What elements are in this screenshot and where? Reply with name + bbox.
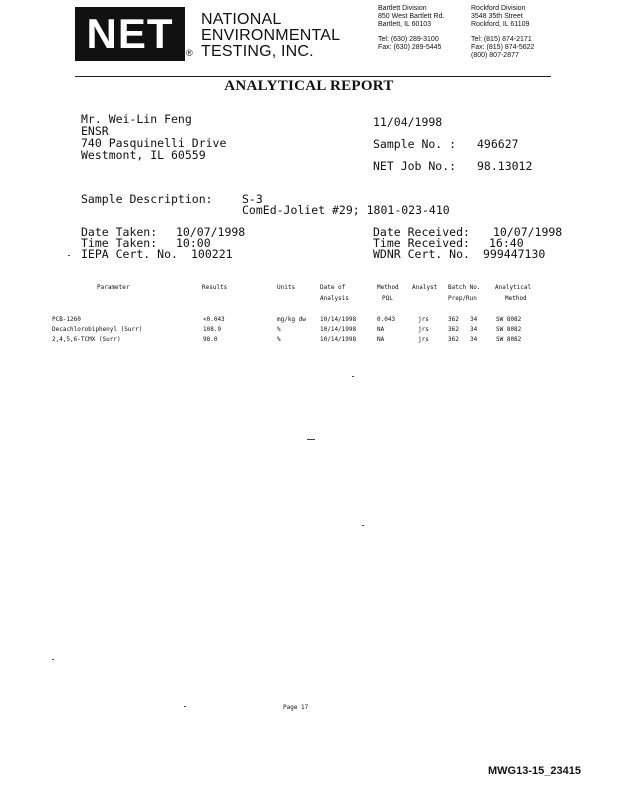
time-taken-label: Time Taken: <box>81 236 158 250</box>
bartlett-division <box>378 5 444 52</box>
scan-speck <box>52 659 54 660</box>
cell-results: <0.043 <box>203 316 225 323</box>
bartlett-fax: Fax: (630) 289-5445 <box>378 44 442 51</box>
date-received-label: Date Received: <box>373 225 470 239</box>
sample-no-value: 496627 <box>477 137 519 151</box>
cell-method: SW 8082 <box>496 336 522 343</box>
cell-analyst: jrs <box>418 316 429 323</box>
registered-mark: ® <box>186 48 193 58</box>
rockford-toll: (800) 807-2877 <box>471 52 519 59</box>
header-divider <box>75 76 551 77</box>
cell-results: 108.9 <box>203 326 222 333</box>
table-row <box>0 335 618 345</box>
rockford-division <box>471 5 534 60</box>
cell-method: SW 8082 <box>496 316 522 323</box>
col-header-date-of: Date of <box>320 284 346 291</box>
scan-speck <box>184 706 186 707</box>
scan-speck <box>68 255 70 256</box>
col-header-method: Method <box>377 284 399 291</box>
company-name-line3: TESTING, INC. <box>201 43 314 60</box>
rockford-name: Rockford Division <box>471 5 526 12</box>
rockford-fax: Fax: (815) 874-5622 <box>471 44 535 51</box>
scan-speck <box>307 439 315 440</box>
scan-speck <box>362 525 364 526</box>
table-row <box>0 315 618 325</box>
cell-parameter: PCB-1260 <box>52 316 81 323</box>
cell-units: % <box>277 326 281 333</box>
col-header-analysis: Analysis <box>320 295 349 302</box>
cell-results: 98.0 <box>203 336 218 343</box>
cell-run: 34 <box>470 336 478 343</box>
cell-prep: 362 <box>448 316 459 323</box>
col-header-units: Units <box>277 284 296 291</box>
sample-description-line2: ComEd-Joliet #29; 1801-023-410 <box>242 203 450 217</box>
cell-run: 34 <box>470 326 478 333</box>
time-received-label: Time Received: <box>373 236 470 250</box>
cell-method: SW 8082 <box>496 326 522 333</box>
col-header-parameter: Parameter <box>97 284 130 291</box>
bartlett-address1: 850 West Bartlett Rd. <box>378 13 445 20</box>
cell-units: % <box>277 336 281 343</box>
rockford-tel: Tel: (815) 874-2171 <box>471 36 532 43</box>
col-header-analytical: Analytical <box>495 284 532 291</box>
cell-analyst: jrs <box>418 336 429 343</box>
client-company: ENSR <box>81 124 109 138</box>
cell-prep: 362 <box>448 326 459 333</box>
cell-pql: NA <box>377 336 385 343</box>
cell-parameter: 2,4,5,6-TCMX (Surr) <box>52 336 121 343</box>
scan-speck <box>352 376 354 377</box>
cell-date: 10/14/1998 <box>320 316 357 323</box>
job-no-value: 98.13012 <box>477 159 533 173</box>
report-date: 11/04/1998 <box>373 115 443 129</box>
time-received-value: 16:40 <box>489 236 524 250</box>
cell-prep: 362 <box>448 336 459 343</box>
bartlett-address2: Bartlett, IL 60103 <box>378 21 432 28</box>
job-no-label: NET Job No.: <box>373 159 457 173</box>
cell-date: 10/14/1998 <box>320 326 357 333</box>
col-header-analytical-method: Method <box>505 295 527 302</box>
page-number: Page 17 <box>283 704 309 711</box>
date-taken-value: 10/07/1998 <box>176 225 246 239</box>
logo-text: NET <box>86 10 174 57</box>
client-street: 740 Pasquinelli Drive <box>81 136 227 150</box>
col-header-batch: Batch No. <box>448 284 481 291</box>
client-city: Westmont, IL 60559 <box>81 148 206 162</box>
sample-description-line1: S-3 <box>242 192 263 206</box>
report-title: ANALYTICAL REPORT <box>224 78 394 94</box>
sample-no-label: Sample No. : <box>373 137 457 151</box>
cell-pql: NA <box>377 326 385 333</box>
net-logo <box>75 7 185 61</box>
time-taken-value: 10:00 <box>176 236 211 250</box>
cell-analyst: jrs <box>418 326 429 333</box>
company-name-line2: ENVIRONMENTAL <box>201 27 341 44</box>
document-id: MWG13-15_23415 <box>488 765 581 777</box>
rockford-address1: 3548 35th Street <box>471 13 523 20</box>
cell-date: 10/14/1998 <box>320 336 357 343</box>
sample-description-label: Sample Description: <box>81 192 213 206</box>
col-header-prep-run: Prep/Run <box>448 295 477 302</box>
wdnr-cert-label: WDNR Cert. No. <box>373 247 470 261</box>
col-header-pql: PQL <box>382 295 393 302</box>
bartlett-tel: Tel: (630) 289-3100 <box>378 36 439 43</box>
wdnr-cert-value: 999447130 <box>483 247 546 261</box>
date-received-value: 10/07/1998 <box>493 225 563 239</box>
company-name-line1: NATIONAL <box>201 11 282 28</box>
date-taken-label: Date Taken: <box>81 225 158 239</box>
cell-parameter: Decachlorobiphenyl (Surr) <box>52 326 143 333</box>
client-name: Mr. Wei-Lin Feng <box>81 112 192 126</box>
cell-units: mg/kg dw <box>277 316 306 323</box>
table-row <box>0 325 618 335</box>
col-header-results: Results <box>202 284 228 291</box>
iepa-cert-label: IEPA Cert. No. <box>81 247 178 261</box>
cell-run: 34 <box>470 316 478 323</box>
bartlett-name: Bartlett Division <box>378 5 427 12</box>
rockford-address2: Rockford, IL 61109 <box>471 21 530 28</box>
iepa-cert-value: 100221 <box>191 247 233 261</box>
col-header-analyst: Analyst <box>412 284 438 291</box>
cell-pql: 0.043 <box>377 316 396 323</box>
